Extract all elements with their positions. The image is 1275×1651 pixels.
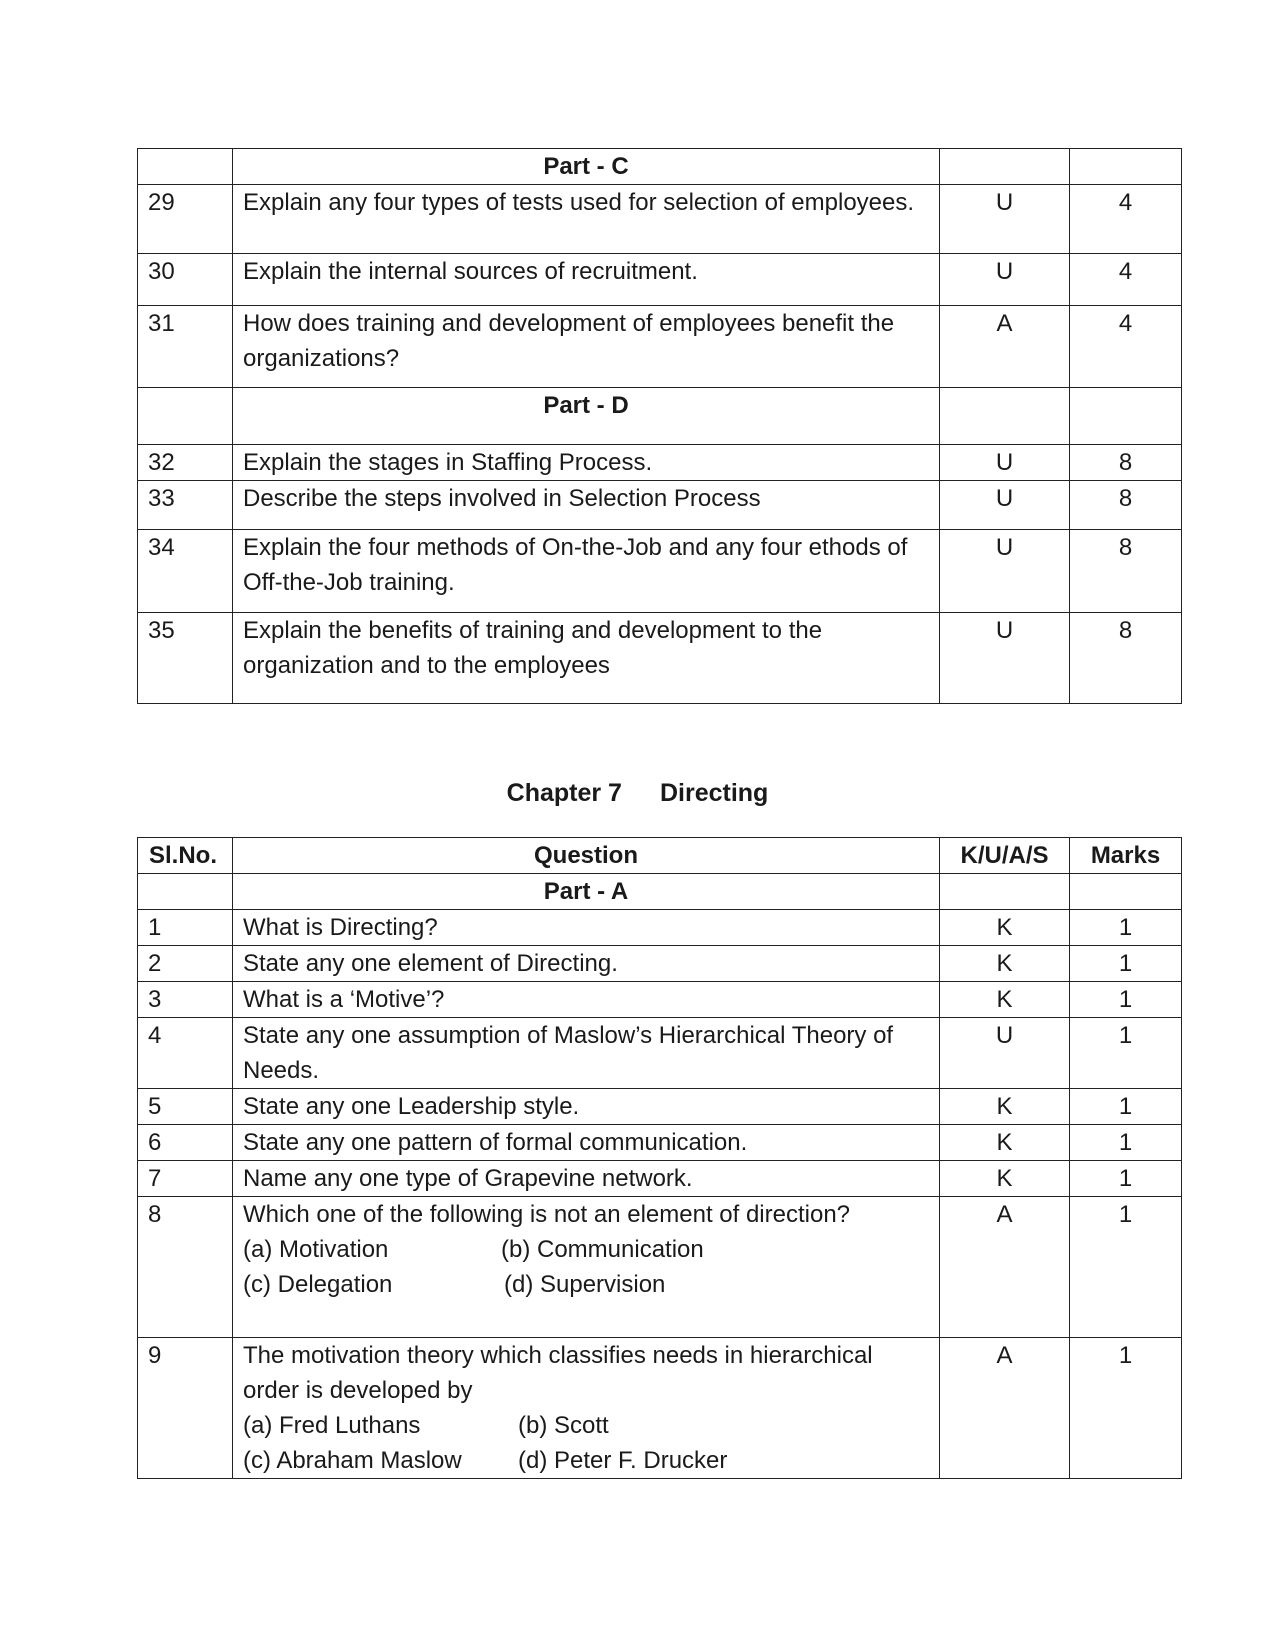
kuas-code: U: [940, 254, 1070, 306]
marks-value: 4: [1070, 306, 1182, 388]
question-cell: [233, 1197, 940, 1338]
part-d-header-row: [138, 388, 1182, 445]
table-row: [138, 445, 1182, 481]
question-text: Explain the four methods of On-the-Job and any four ethods of Off-the-Job training.: [233, 530, 940, 613]
part-a-header-row: [138, 874, 1182, 910]
row-number: 6: [138, 1125, 233, 1161]
marks-value: 1: [1070, 1197, 1182, 1338]
table-row: [138, 254, 1182, 306]
row-number: 35: [138, 613, 233, 704]
option-a: (a) Fred Luthans: [243, 1412, 421, 1439]
marks-value: 1: [1070, 1161, 1182, 1197]
header-question: Question: [233, 838, 940, 874]
option-b: (b) Scott: [518, 1412, 609, 1439]
marks-value: 8: [1070, 530, 1182, 613]
marks-value: 1: [1070, 946, 1182, 982]
marks-value: 4: [1070, 185, 1182, 254]
part-c-title: Part - C: [233, 149, 940, 185]
option-b: (b) Communication: [501, 1236, 704, 1263]
option-d: (d) Supervision: [504, 1271, 666, 1298]
table-row: [138, 481, 1182, 530]
row-number: 9: [138, 1338, 233, 1479]
kuas-code: A: [940, 306, 1070, 388]
kuas-code: A: [940, 1338, 1070, 1479]
table-row: [138, 1161, 1182, 1197]
question-text: State any one pattern of formal communication.: [233, 1125, 940, 1161]
question-table-directing: [137, 837, 1182, 1479]
kuas-code: K: [940, 910, 1070, 946]
marks-value: 1: [1070, 910, 1182, 946]
options-line: [243, 1267, 929, 1302]
kuas-code: K: [940, 982, 1070, 1018]
kuas-code: K: [940, 1089, 1070, 1125]
question-table-staffing: [137, 148, 1182, 704]
chapter-number: Chapter 7: [506, 779, 622, 807]
options-line: [243, 1232, 929, 1267]
part-d-title: Part - D: [233, 388, 940, 445]
part-c-header-row: [138, 149, 1182, 185]
kuas-code: K: [940, 1125, 1070, 1161]
row-number: 7: [138, 1161, 233, 1197]
chapter-title: Directing: [659, 779, 769, 807]
table-row: [138, 613, 1182, 704]
question-text: Explain the stages in Staffing Process.: [233, 445, 940, 481]
kuas-code: U: [940, 481, 1070, 530]
question-text: Describe the steps involved in Selection Process: [233, 481, 940, 530]
row-number: 34: [138, 530, 233, 613]
kuas-code: K: [940, 946, 1070, 982]
option-a: (a) Motivation: [243, 1236, 389, 1263]
kuas-code: A: [940, 1197, 1070, 1338]
question-text: How does training and development of employees benefit the organizations?: [233, 306, 940, 388]
header-kuas: K/U/A/S: [940, 838, 1070, 874]
question-text: State any one assumption of Maslow’s Hierarchical Theory of Needs.: [233, 1018, 940, 1089]
row-number: 3: [138, 982, 233, 1018]
question-text: Explain the internal sources of recruitment.: [233, 254, 940, 306]
row-number: 8: [138, 1197, 233, 1338]
kuas-code: U: [940, 1018, 1070, 1089]
header-marks: Marks: [1070, 838, 1182, 874]
marks-value: 1: [1070, 1338, 1182, 1479]
marks-value: 1: [1070, 1125, 1182, 1161]
option-d: (d) Peter F. Drucker: [518, 1447, 728, 1474]
row-number: 32: [138, 445, 233, 481]
table-row: [138, 306, 1182, 388]
column-header-row: [138, 838, 1182, 874]
table-row: [138, 1125, 1182, 1161]
question-text: What is a ‘Motive’?: [233, 982, 940, 1018]
question-text: Explain any four types of tests used for selection of employees.: [233, 185, 940, 254]
table-row: [138, 982, 1182, 1018]
question-text: State any one element of Directing.: [233, 946, 940, 982]
part-a-title: Part - A: [233, 874, 940, 910]
table-row: [138, 1089, 1182, 1125]
row-number: 1: [138, 910, 233, 946]
table-row: [138, 185, 1182, 254]
question-cell: [233, 1338, 940, 1479]
question-text: What is Directing?: [233, 910, 940, 946]
kuas-code: U: [940, 530, 1070, 613]
table-row: [138, 1018, 1182, 1089]
question-text: Explain the benefits of training and development to the organization and to the employees: [233, 613, 940, 704]
option-c: (c) Abraham Maslow: [243, 1447, 462, 1474]
kuas-code: U: [940, 185, 1070, 254]
question-text: The motivation theory which classifies needs in hierarchical order is developed by: [243, 1342, 873, 1404]
row-number: 2: [138, 946, 233, 982]
row-number: 29: [138, 185, 233, 254]
marks-value: 1: [1070, 1089, 1182, 1125]
header-slno: Sl.No.: [138, 838, 233, 874]
option-c: (c) Delegation: [243, 1271, 393, 1298]
row-number: 30: [138, 254, 233, 306]
marks-value: 4: [1070, 254, 1182, 306]
table-row: [138, 1197, 1182, 1338]
table-row: [138, 910, 1182, 946]
question-text: State any one Leadership style.: [233, 1089, 940, 1125]
marks-value: 1: [1070, 1018, 1182, 1089]
table-row: [138, 530, 1182, 613]
row-number: 4: [138, 1018, 233, 1089]
table-row: [138, 1338, 1182, 1479]
marks-value: 1: [1070, 982, 1182, 1018]
kuas-code: U: [940, 445, 1070, 481]
marks-value: 8: [1070, 445, 1182, 481]
options-line: [243, 1443, 929, 1478]
row-number: 5: [138, 1089, 233, 1125]
chapter-heading: [0, 777, 1275, 809]
kuas-code: U: [940, 613, 1070, 704]
table-row: [138, 946, 1182, 982]
kuas-code: K: [940, 1161, 1070, 1197]
question-text: Which one of the following is not an element of direction?: [243, 1201, 851, 1228]
question-text: Name any one type of Grapevine network.: [233, 1161, 940, 1197]
row-number: 33: [138, 481, 233, 530]
row-number: 31: [138, 306, 233, 388]
marks-value: 8: [1070, 481, 1182, 530]
options-line: [243, 1408, 929, 1443]
marks-value: 8: [1070, 613, 1182, 704]
